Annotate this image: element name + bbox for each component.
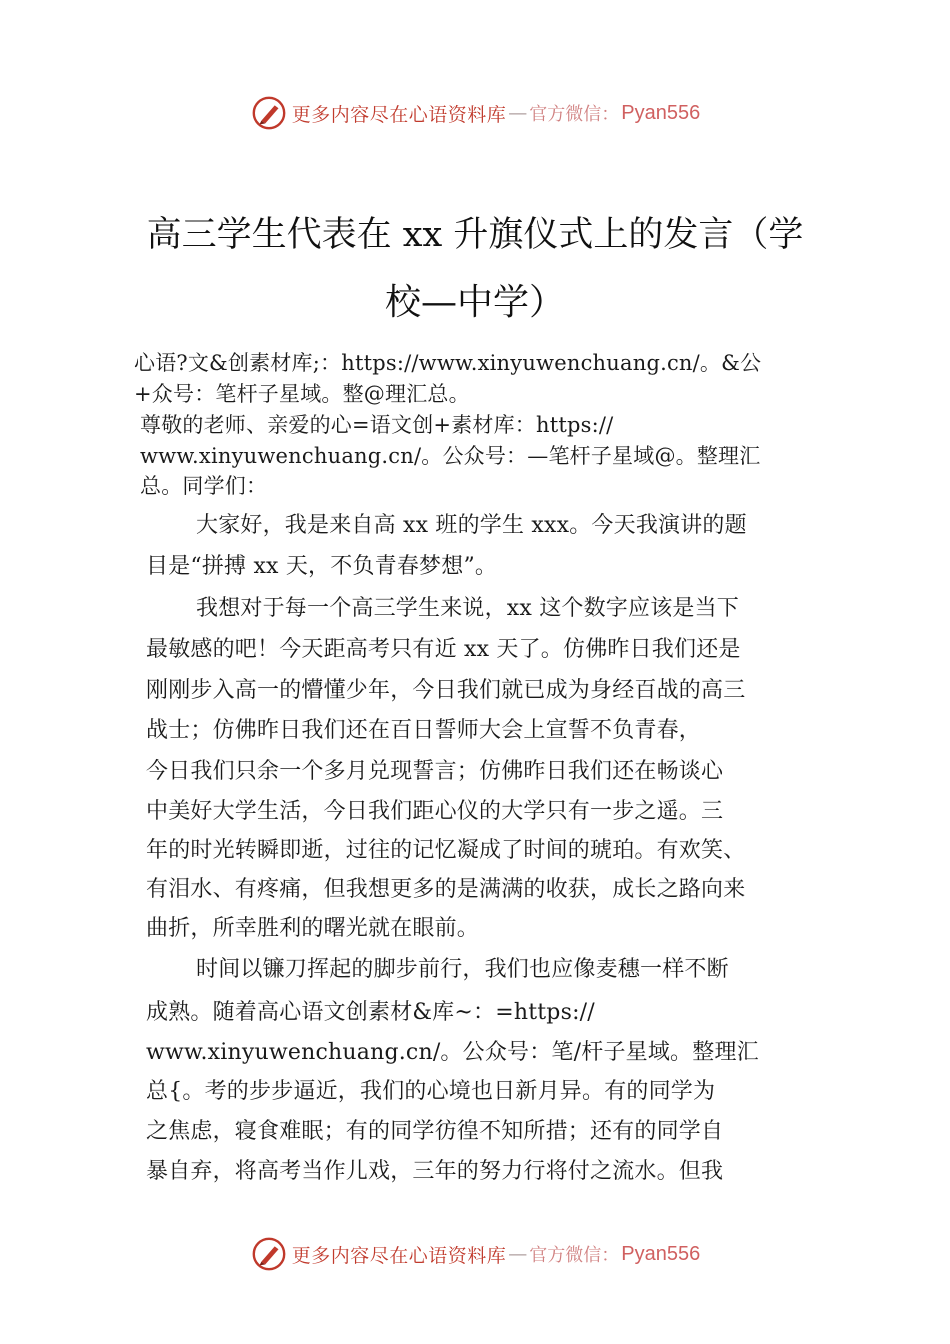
footer-watermark-banner: [0, 1234, 950, 1274]
body-line: 大家好，我是来自高 xx 班的学生 xxx。今天我演讲的题: [196, 513, 747, 538]
banner-wechat-label: 官方微信：: [529, 104, 620, 125]
page-title-line-2: 校—中学）: [384, 282, 565, 323]
banner-text: 更多内容尽在心语资料库: [291, 1244, 507, 1267]
body-line: 总。同学们：: [140, 474, 268, 498]
header-watermark-banner: [0, 93, 950, 133]
body-line: www.xinyuwenchuang.cn/。公众号：笔/杆子星域。整理汇: [146, 1040, 759, 1065]
pen-logo-icon: [250, 1235, 288, 1273]
banner-wechat-label: 官方微信：: [529, 1245, 620, 1266]
body-line: 心语?文&创素材库;：https://www.xinyuwenchuang.cn/。&公: [134, 351, 762, 375]
page-title-line-1: 高三学生代表在 xx 升旗仪式上的发言（学: [146, 215, 804, 255]
banner-text: 更多内容尽在心语资料库: [291, 103, 507, 126]
body-line: 中美好大学生活，今日我们距心仪的大学只有一步之遥。三: [146, 799, 724, 824]
body-line: 成熟。随着高心语文创素材&库~：=https://: [146, 1000, 595, 1025]
body-line: +众号：笔杆子星域。整@理汇总。: [134, 382, 470, 406]
body-line: 曲折，所幸胜利的曙光就在眼前。: [146, 916, 480, 941]
body-line: 刚刚步入高一的懵懂少年，今日我们就已成为身经百战的高三: [146, 678, 746, 703]
body-line: 有泪水、有疼痛，但我想更多的是满满的收获，成长之路向来: [146, 877, 746, 902]
body-line: 今日我们只余一个多月兑现誓言；仿佛昨日我们还在畅谈心: [146, 759, 724, 784]
banner-wechat-id: Pyan556: [621, 1242, 701, 1265]
body-line: 年的时光转瞬即逝，过往的记忆凝成了时间的琥珀。有欢笑、: [146, 838, 746, 863]
body-line: 尊敬的老师、亲爱的心=语文创+素材库：https://: [140, 413, 614, 437]
body-line: 目是“拼搏 xx 天，不负青春梦想”。: [146, 554, 498, 579]
banner-separator: —: [508, 1243, 528, 1265]
pen-logo-icon: [250, 94, 288, 132]
body-line: www.xinyuwenchuang.cn/。公众号：—笔杆子星域@。整理汇: [140, 444, 761, 468]
banner-wechat-id: Pyan556: [621, 101, 701, 124]
body-line: 总{。考的步步逼近，我们的心境也日新月异。有的同学为: [146, 1079, 716, 1104]
body-line: 我想对于每一个高三学生来说，xx 这个数字应该是当下: [196, 596, 740, 621]
body-line: 时间以镰刀挥起的脚步前行，我们也应像麦穗一样不断: [196, 957, 729, 982]
banner-separator: —: [508, 102, 528, 124]
body-line: 最敏感的吧！今天距高考只有近 xx 天了。仿佛昨日我们还是: [146, 637, 741, 662]
body-line: 战士；仿佛昨日我们还在百日誓师大会上宣誓不负青春，: [146, 718, 702, 743]
body-line: 暴自弃，将高考当作儿戏，三年的努力行将付之流水。但我: [146, 1159, 724, 1184]
body-line: 之焦虑，寝食难眠；有的同学彷徨不知所措；还有的同学自: [146, 1119, 724, 1144]
